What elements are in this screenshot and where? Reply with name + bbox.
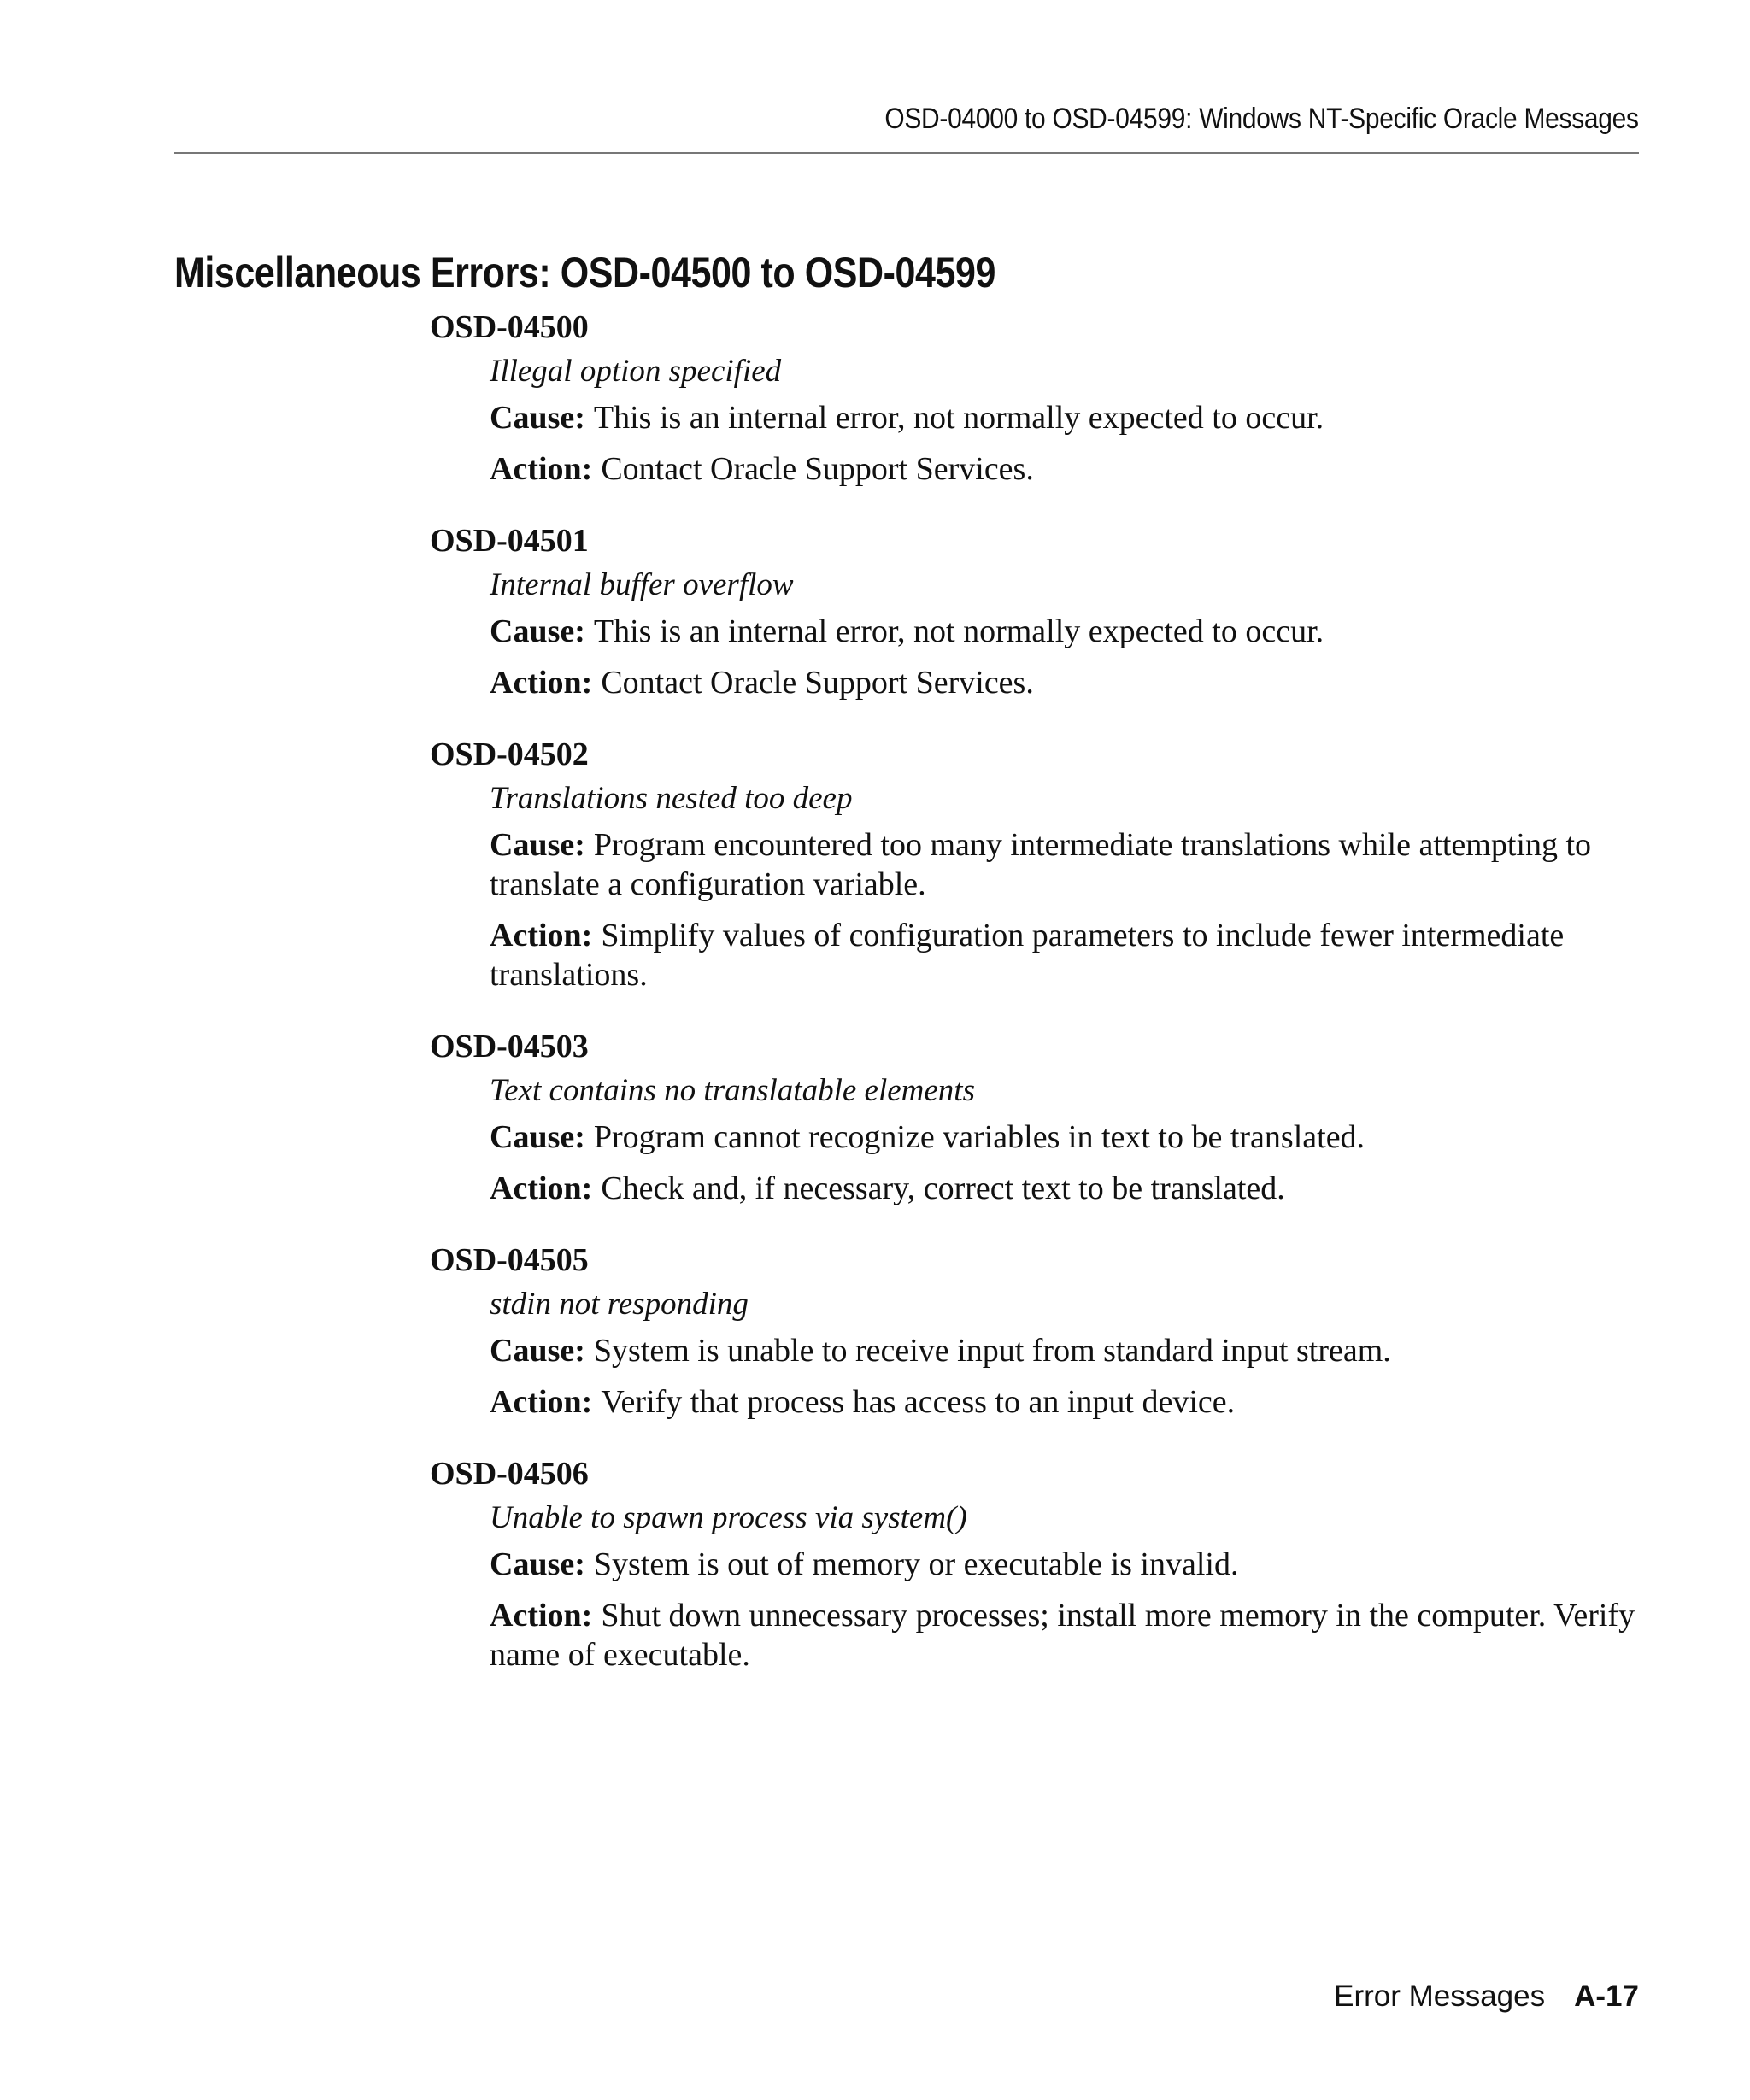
cause-label: Cause: <box>490 827 585 863</box>
cause-text: System is unable to receive input from standard input stream. <box>593 1333 1391 1369</box>
error-entries <box>430 308 1639 1707</box>
action-label: Action: <box>490 1384 593 1420</box>
error-message: Illegal option specified <box>490 354 782 389</box>
error-message: Translations nested too deep <box>490 781 853 816</box>
cause-paragraph <box>490 1331 1639 1370</box>
section-title: Miscellaneous Errors: OSD-04500 to OSD-04599 <box>174 249 995 296</box>
cause-text: Program cannot recognize variables in text to be translated. <box>593 1119 1365 1155</box>
error-message: Text contains no translatable elements <box>490 1073 975 1108</box>
error-code: OSD-04500 <box>430 309 589 345</box>
error-code: OSD-04502 <box>430 736 589 772</box>
page-number: A-17 <box>1574 1980 1639 2013</box>
action-label: Action: <box>490 1170 593 1206</box>
cause-paragraph <box>490 1117 1639 1157</box>
cause-text: This is an internal error, not normally expected to occur. <box>593 613 1324 649</box>
error-code: OSD-04506 <box>430 1456 589 1492</box>
error-entry <box>430 1241 1639 1422</box>
error-entry <box>430 1027 1639 1208</box>
header-divider <box>174 152 1639 154</box>
cause-label: Cause: <box>490 613 585 649</box>
error-code: OSD-04501 <box>430 523 589 559</box>
action-label: Action: <box>490 451 593 487</box>
cause-text: Program encountered too many intermediate translations while attempting to translate a configuration variable. <box>490 827 1592 902</box>
cause-label: Cause: <box>490 1333 585 1369</box>
action-text: Verify that process has access to an input device. <box>601 1384 1236 1420</box>
action-label: Action: <box>490 918 593 953</box>
action-paragraph <box>490 916 1639 994</box>
action-paragraph <box>490 1169 1639 1208</box>
error-description <box>490 1285 1639 1422</box>
error-entry <box>430 308 1639 489</box>
cause-label: Cause: <box>490 1546 585 1582</box>
cause-paragraph <box>490 1545 1639 1584</box>
error-description <box>490 1499 1639 1675</box>
footer-section-name: Error Messages <box>1334 1980 1546 2013</box>
running-header: OSD-04000 to OSD-04599: Windows NT-Specific Oracle Messages <box>884 103 1639 135</box>
error-code: OSD-04505 <box>430 1242 589 1278</box>
action-text: Contact Oracle Support Services. <box>601 451 1034 487</box>
error-entry <box>430 1454 1639 1675</box>
action-label: Action: <box>490 1598 593 1634</box>
action-paragraph <box>490 663 1639 702</box>
action-paragraph <box>490 1596 1639 1675</box>
action-text: Check and, if necessary, correct text to be translated. <box>601 1170 1285 1206</box>
cause-text: This is an internal error, not normally expected to occur. <box>593 400 1324 436</box>
cause-text: System is out of memory or executable is invalid. <box>593 1546 1239 1582</box>
cause-label: Cause: <box>490 1119 585 1155</box>
error-message: stdin not responding <box>490 1287 749 1322</box>
action-text: Shut down unnecessary processes; install more memory in the computer. Verify name of executable. <box>490 1598 1635 1673</box>
action-text: Contact Oracle Support Services. <box>601 665 1034 701</box>
cause-paragraph <box>490 612 1639 651</box>
action-text: Simplify values of configuration parameters to include fewer intermediate translations. <box>490 918 1565 993</box>
page-footer <box>1334 1980 1639 2014</box>
cause-paragraph <box>490 398 1639 437</box>
action-paragraph <box>490 449 1639 489</box>
error-description <box>490 779 1639 994</box>
cause-label: Cause: <box>490 400 585 436</box>
error-entry <box>430 735 1639 994</box>
error-message: Internal buffer overflow <box>490 567 794 602</box>
action-paragraph <box>490 1382 1639 1422</box>
error-code: OSD-04503 <box>430 1029 589 1065</box>
error-entry <box>430 521 1639 702</box>
error-description <box>490 566 1639 702</box>
cause-paragraph <box>490 825 1639 904</box>
error-message: Unable to spawn process via system() <box>490 1500 967 1535</box>
action-label: Action: <box>490 665 593 701</box>
error-description <box>490 1071 1639 1208</box>
error-description <box>490 352 1639 489</box>
